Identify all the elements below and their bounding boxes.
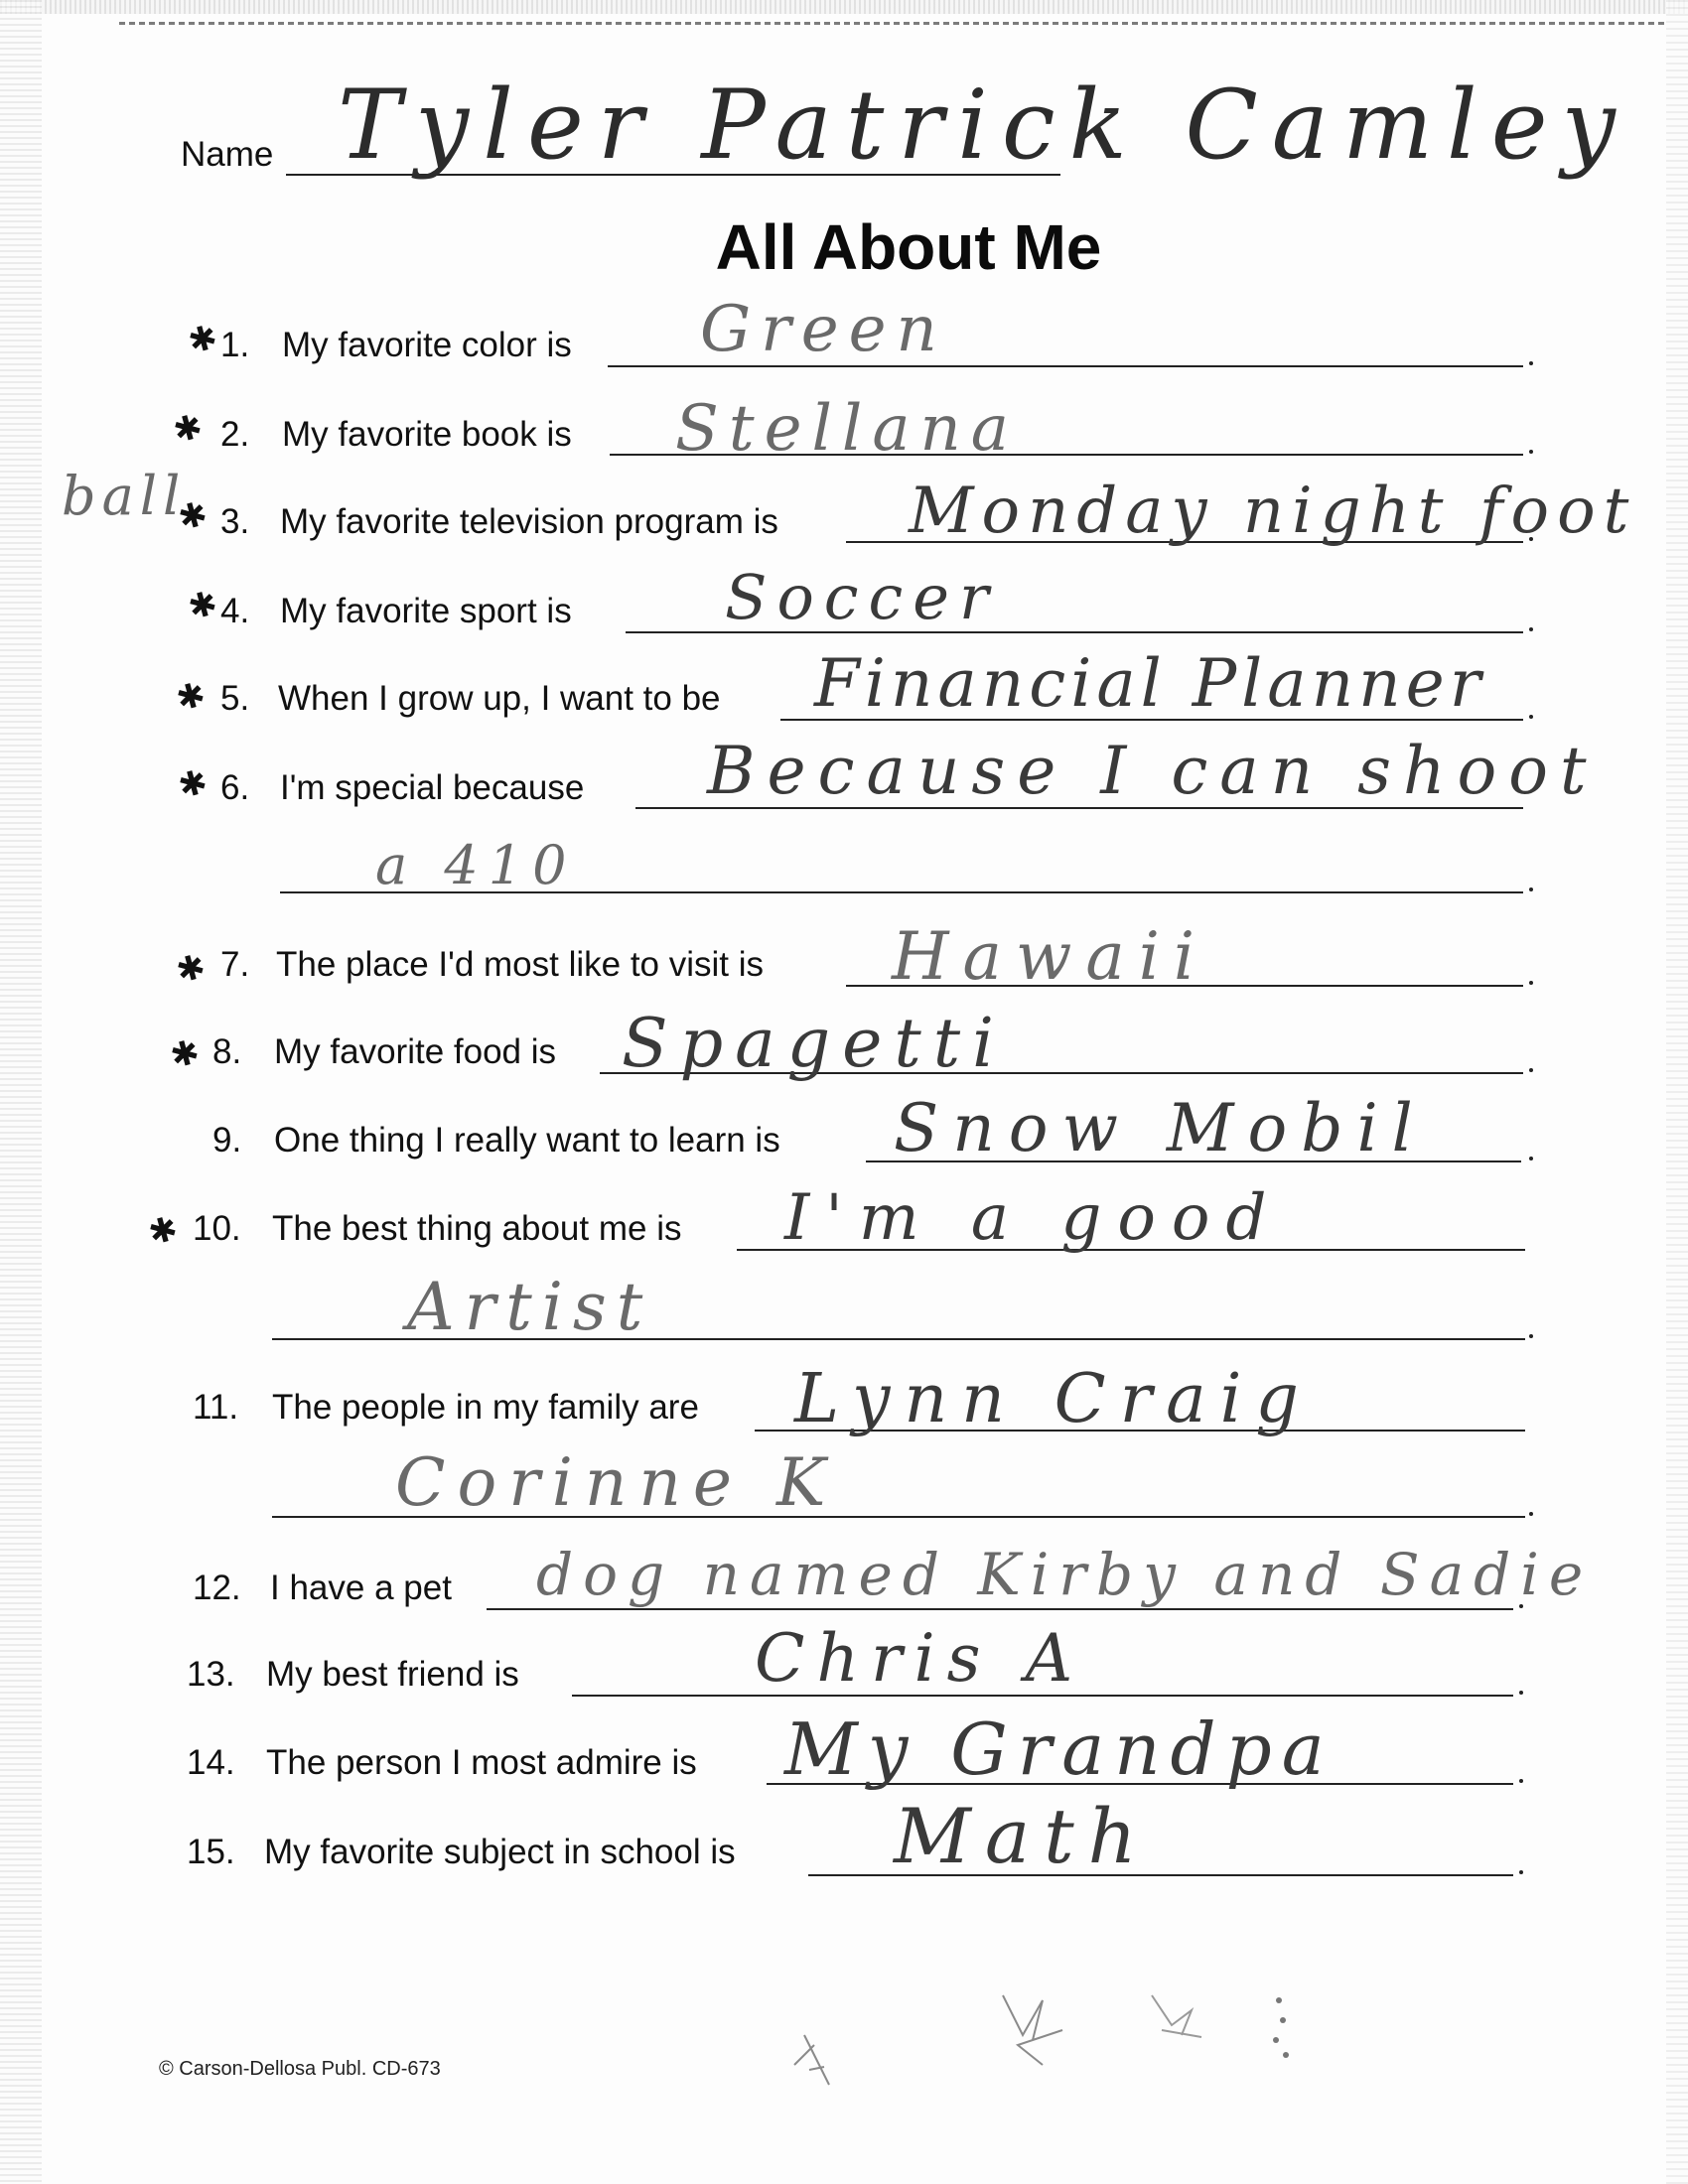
item-6-prompt: I'm special because — [280, 768, 585, 807]
scan-edge-top — [0, 0, 1688, 14]
item-13-prompt: My best friend is — [266, 1655, 519, 1694]
item-4-number: 4. — [220, 592, 250, 630]
item-14-period — [1519, 1779, 1523, 1783]
item-15-answer: Math — [894, 1792, 1151, 1880]
star-mark-1: ✱ — [184, 316, 222, 363]
item-6-answer: Because I can shoot — [707, 733, 1599, 809]
item-15-prompt: My favorite subject in school is — [264, 1833, 736, 1871]
item-9-answer: Snow Mobil — [894, 1090, 1427, 1166]
item-2-number: 2. — [220, 415, 250, 454]
star-mark-8: ✱ — [166, 1030, 205, 1078]
star-mark-3: ✱ — [174, 492, 212, 540]
item-9-prompt: One thing I really want to learn is — [274, 1121, 780, 1160]
item-10-prompt: The best thing about me is — [272, 1209, 682, 1248]
item-2-period — [1529, 450, 1533, 454]
item-10-number: 10. — [193, 1209, 241, 1248]
item-12-line — [487, 1608, 1513, 1610]
item-1-answer: Green — [700, 293, 947, 366]
star-mark-7: ✱ — [172, 945, 211, 993]
item-12-number: 12. — [193, 1569, 241, 1607]
item-3-number: 3. — [220, 502, 250, 541]
star-mark-5: ✱ — [172, 673, 211, 721]
item-2-answer: Stellana — [675, 392, 1019, 466]
item-11-answer: Lynn Craig — [794, 1360, 1313, 1438]
star-mark-6: ✱ — [174, 760, 212, 808]
item-5-number: 5. — [220, 679, 250, 718]
item-4-prompt: My favorite sport is — [280, 592, 572, 630]
item-11-prompt: The people in my family are — [272, 1388, 699, 1427]
item-5-period — [1529, 715, 1533, 719]
item-8-period — [1529, 1068, 1533, 1072]
item-8-prompt: My favorite food is — [274, 1032, 556, 1071]
item-10-answer: I'm a good — [784, 1181, 1283, 1255]
page-title: All About Me — [715, 211, 1102, 283]
name-handwritten: Tyler Patrick Camley — [338, 69, 1629, 181]
item-12-answer: dog named Kirby and Sadie — [536, 1541, 1594, 1608]
name-label: Name — [181, 135, 274, 174]
scan-edge-right — [1666, 0, 1688, 2184]
item-14-number: 14. — [187, 1743, 235, 1782]
item-11-answer-line2: Corinne K — [395, 1444, 838, 1521]
item-4-period — [1529, 627, 1533, 631]
item-14-answer: My Grandpa — [784, 1707, 1335, 1791]
item-11-period — [1529, 1512, 1533, 1516]
item-11-number: 11. — [193, 1388, 239, 1427]
item-5-answer: Financial Planner — [814, 645, 1486, 722]
item-3-answer: Monday night foot — [909, 475, 1637, 548]
item-13-number: 13. — [187, 1655, 235, 1694]
item-3-margin-note: ball — [62, 465, 187, 527]
item-9-period — [1529, 1157, 1533, 1160]
star-mark-2: ✱ — [169, 405, 208, 453]
item-2-prompt: My favorite book is — [282, 415, 572, 454]
item-6-answer-line2: a 410 — [375, 834, 577, 896]
item-8-answer: Spagetti — [622, 1005, 1006, 1083]
item-13-period — [1519, 1691, 1523, 1695]
item-4-answer: Soccer — [725, 561, 999, 633]
item-13-answer: Chris A — [755, 1620, 1085, 1697]
item-7-number: 7. — [220, 945, 250, 984]
scan-edge-left — [0, 0, 42, 2184]
pencil-doodles — [774, 1976, 1331, 2095]
item-10-period — [1529, 1334, 1533, 1338]
item-7-prompt: The place I'd most like to visit is — [276, 945, 765, 984]
item-6-period — [1529, 887, 1533, 891]
item-3-prompt: My favorite television program is — [280, 502, 778, 541]
copyright-footer: © Carson-Dellosa Publ. CD-673 — [159, 2058, 441, 2080]
scan-edge-top-line — [119, 22, 1668, 25]
item-5-prompt: When I grow up, I want to be — [278, 679, 721, 718]
item-14-prompt: The person I most admire is — [266, 1743, 697, 1782]
item-8-number: 8. — [212, 1032, 242, 1071]
item-7-answer: Hawaii — [892, 918, 1208, 995]
item-15-period — [1519, 1870, 1523, 1874]
item-15-number: 15. — [187, 1833, 235, 1871]
item-1-number: 1. — [220, 326, 250, 364]
item-6-number: 6. — [220, 768, 250, 807]
item-9-number: 9. — [212, 1121, 242, 1160]
item-12-prompt: I have a pet — [270, 1569, 452, 1607]
item-1-prompt: My favorite color is — [282, 326, 572, 364]
item-10-answer-line2: Artist — [407, 1269, 653, 1345]
star-mark-10: ✱ — [144, 1207, 183, 1255]
star-mark-4: ✱ — [184, 582, 222, 629]
item-1-period — [1529, 361, 1533, 365]
item-7-period — [1529, 981, 1533, 985]
